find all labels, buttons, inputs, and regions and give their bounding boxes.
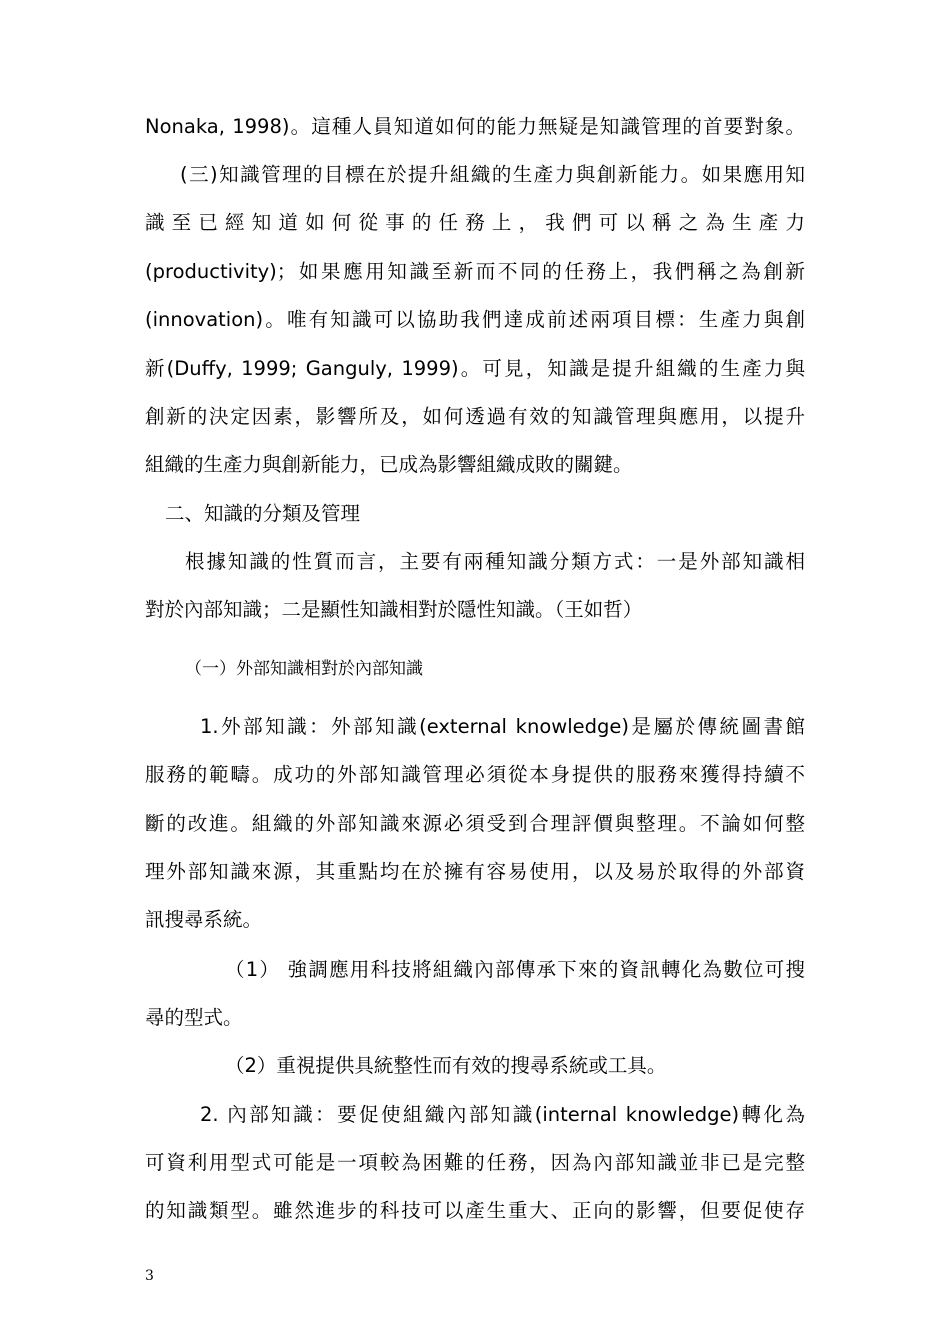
paragraph-line: 新(Duffy, 1999; Ganguly, 1999)。可見，知識是提升組織的生產力與 xyxy=(145,357,805,380)
section-heading: 二、知識的分類及管理 xyxy=(165,502,361,525)
paragraph-line: 理外部知識來源，其重點均在於擁有容易使用，以及易於取得的外部資 xyxy=(145,860,805,883)
paragraph-line: 創新的決定因素，影響所及，如何透過有效的知識管理與應用，以提升 xyxy=(145,405,805,428)
paragraph-line: 2. 內部知識：要促使組織內部知識(internal knowledge)轉化為 xyxy=(200,1103,805,1126)
paragraph-line: 服務的範疇。成功的外部知識管理必須從本身提供的服務來獲得持續不 xyxy=(145,763,805,786)
paragraph-line: 的知識類型。雖然進步的科技可以產生重大、正向的影響，但要促使存 xyxy=(145,1199,805,1222)
paragraph-line: (innovation)。唯有知識可以協助我們達成前述兩項目標：生產力與創 xyxy=(145,308,805,331)
page-number: 3 xyxy=(145,1268,154,1284)
paragraph-line: 可資利用型式可能是一項較為困難的任務，因為內部知識並非已是完整 xyxy=(145,1151,805,1174)
subsection-heading: （一）外部知識相對於內部知識 xyxy=(185,659,423,679)
paragraph-line: (三)知識管理的目標在於提升組織的生產力與創新能力。如果應用知 xyxy=(180,163,805,186)
paragraph-line: 識 至 已 經 知 道 如 何 從 事 的 任 務 上 ， 我 們 可 以 稱 之 為 生 產 力 xyxy=(145,211,805,234)
paragraph-line: 根據知識的性質而言，主要有兩種知識分類方式：一是外部知識相 xyxy=(185,550,805,573)
paragraph-line: (productivity)；如果應用知識至新而不同的任務上，我們稱之為創新 xyxy=(145,260,805,283)
paragraph-line: 組織的生產力與創新能力，已成為影響組織成敗的關鍵。 xyxy=(145,453,633,476)
paragraph-line: 訊搜尋系統。 xyxy=(145,908,263,931)
list-item-continuation: 尋的型式。 xyxy=(145,1006,243,1029)
paragraph-line: 對於內部知識；二是顯性知識相對於隱性知識。（王如哲） xyxy=(145,598,643,621)
paragraph-line: 斷的改進。組織的外部知識來源必須受到合理評價與整理。不論如何整 xyxy=(145,812,805,835)
list-item: （2）重視提供具統整性而有效的搜尋系統或工具。 xyxy=(225,1054,667,1077)
paragraph-line: Nonaka, 1998)。這種人員知道如何的能力無疑是知識管理的首要對象。 xyxy=(145,115,805,138)
paragraph-line: 1.外部知識：外部知識(external knowledge)是屬於傳統圖書館 xyxy=(200,715,805,738)
list-item: （1） 強調應用科技將組織內部傳承下來的資訊轉化為數位可搜 xyxy=(225,958,805,981)
